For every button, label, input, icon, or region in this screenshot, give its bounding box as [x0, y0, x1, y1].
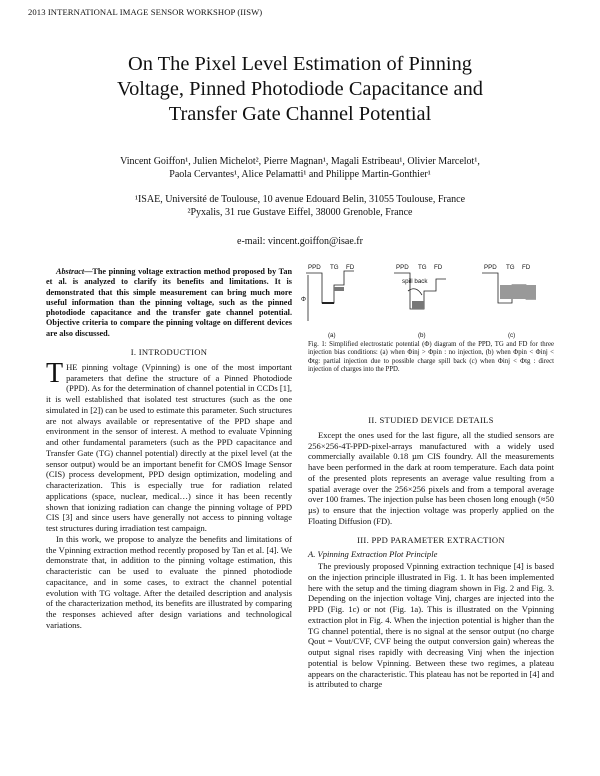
extraction-paragraph: The previously proposed Vpinning extraction technique [4] is based on the injection principle illustrated in Fig. 1. It has been implemented here with the setup and the timing diagram shown in Fig. 2 and Fig. 3. Depending on the injection voltage Vinj, charges are injected into the PPD (Fig. 1c) or not (Fig. 1a). This is illustrated on the Vpinning extraction plot in Fig. 4. When the injection potential is higher than the TG channel potential, there is no signal at the sensor output (no charge Qout = Vout/CVF, CVF being the output conversion gain) whereas the output signal rises rapidly with decreasing Vinj when the injection potential is below Vpinning. Between these two regimes, a plateau appears on the characteristic. This plateau has not be reported in [4] and is attributed to charge [308, 561, 554, 690]
device-paragraph: Except the ones used for the last figure, all the studied sensors are 256×256-4T-PPD-pixel-arrays manufactured with a widely used commercially available 0.18 µm CIS foundry. All the measurements have been performed in the dark at room temperature. Each data point of the presented plots represents an average value resulting from a spatial average over the 256×256 pixels and from a temporal average over 100 frames. The injection pulse has been chosen long enough (≈50 µs) to ensure that the injection voltage was properly applied on the Floating Diffusion (FD). [308, 429, 554, 526]
section-introduction-heading: I. INTRODUCTION [130, 347, 208, 358]
intro-paragraph-1: THE pinning voltage (Vpinning) is one of the most important parameters that define the structure of a Pinned Photodiode (PPD). As for the determination of channel potential in CCDs [1], it is well established that isolated test structures (such as the one simulated in [2]) can be used to estimate this parameter. Such structures are not always available or representative of the PPD shape and environment in the sensor of interest. A method to evaluate Vpinning and other fundamental parameters (such as the PPD capacitance and Transfer Gate (TG) channel potential) directly at the pixel level (at the sensor output) would be an important benefit for CMOS Image Sensor (CIS) process development, PPD design optimization, modeling and characterization. This is especially true for radiation related applications (space, nuclear, medical…) since it has been recently shown that ionizing radiation can change the pinning voltage of PPD CIS [3] and since users have generally not access to pinning voltage test structures during irradiation test campaign. [46, 357, 292, 534]
fig-label-b: (b) [418, 332, 426, 339]
fig-label-ppd-a: PPD [308, 264, 321, 271]
abstract [46, 267, 292, 339]
abstract-text: —The pinning voltage extraction method proposed by Tan et al. is analyzed to clarify its benefits and limitations. It is demonstrated that this simple measurement can bring much more useful information than the pinning voltage, such as the pinned photodiode capacitance and the transfer gate channel potential. Objective criteria to compare the pinning voltage on different devices are also discussed. [46, 267, 292, 338]
fig-label-tg-c: TG [506, 264, 515, 271]
affiliation-1: ¹ISAE, Université de Toulouse, 10 avenue Edouard Belin, 31055 Toulouse, France [134, 194, 466, 205]
title-line-1: On The Pixel Level Estimation of Pinning [128, 53, 472, 75]
fig-label-ppd-b: PPD [396, 264, 409, 271]
title-line-3: Transfer Gate Channel Potential [168, 103, 432, 125]
fig-label-c: (c) [508, 332, 516, 339]
running-header: 2013 INTERNATIONAL IMAGE SENSOR WORKSHOP (IISW) [28, 7, 263, 17]
author-list [40, 156, 560, 181]
fig-label-tg-b: TG [418, 264, 427, 271]
figure-1-caption: Fig. 1: Simplified electrostatic potential (Φ) diagram of the PPD, TG and FD for three injection bias conditions: (a) when Φinj > Φpin : no injection, (b) when Φpin < Φinj < Φtg: partial injection due to possible charge spill back (c) when Φinj < Φtg : direct injection of charges into the PPD. [308, 341, 554, 374]
drop-cap: T [46, 357, 64, 389]
affiliation-2: ²Pyxalis, 31 rue Gustave Eiffel, 38000 Grenoble, France [187, 206, 413, 218]
affiliations [40, 194, 560, 219]
title-line-2: Voltage, Pinned Photodiode Capacitance and [116, 78, 483, 100]
fig-label-a: (a) [328, 332, 336, 339]
fig-label-tg-a: TG [330, 264, 339, 271]
right-column [308, 407, 554, 690]
intro-paragraph-2: In this work, we propose to analyze the benefits and limitations of the Vpinning extraction method recently proposed by Tan et al. [4]. We demonstrate that, in addition to the pinning voltage estimation, this characteristic can be used to evaluate the pinned photodiode capacitance, and in some cases, to extract the channel potential evolution with TG voltage. After the detailed description and analysis of the characterization method, its benefits are illustrated by comparing the responses achieved after design variations and technological variations. [46, 533, 292, 630]
diagram-a-potential [306, 271, 354, 303]
fig-label-spill: spill back [402, 278, 428, 285]
fig-label-ppd-c: PPD [484, 264, 497, 271]
fig-label-phi: Φ [301, 296, 306, 303]
contact-email: e-mail: vincent.goiffon@isae.fr [237, 236, 363, 247]
fig-label-fd-c: FD [522, 264, 531, 271]
section-extraction-heading: III. PPD PARAMETER EXTRACTION [357, 534, 505, 545]
diagram-c-charge [500, 285, 536, 299]
fig-label-fd-a: FD [346, 264, 355, 271]
section-device-heading: II. STUDIED DEVICE DETAILS [368, 415, 494, 425]
authors-line-2: Paola Cervantes¹, Alice Pelamatti¹ and Philippe Martin-Gonthier¹ [169, 168, 431, 180]
fig-label-fd-b: FD [434, 264, 443, 271]
paper-title [40, 52, 560, 127]
diagram-b-charge [412, 301, 424, 309]
figure-1-potential-diagram [300, 263, 562, 341]
diagram-a-charge [334, 287, 344, 291]
authors-line-1: Vincent Goiffon¹, Julien Michelot², Pierre Magnan¹, Magali Estribeau¹, Olivier Marcelot¹, [120, 156, 480, 167]
left-column [46, 267, 292, 631]
abstract-label: Abstract [56, 267, 85, 276]
subsection-a-heading: A. Vpinning Extraction Plot Principle [308, 549, 438, 560]
